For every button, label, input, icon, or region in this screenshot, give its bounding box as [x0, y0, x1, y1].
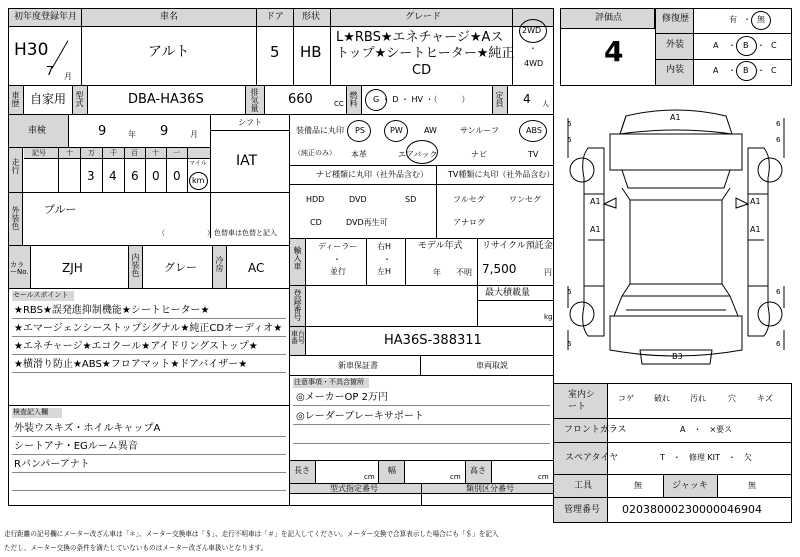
jack-label: ジャッキ: [672, 481, 708, 491]
capacity-value: 4: [523, 92, 531, 106]
usage-value: 自家用: [30, 92, 67, 106]
windshield-label: フロントガラス: [564, 425, 627, 435]
mileage-digit-4: 0: [152, 169, 160, 183]
doors-label: ドア: [266, 12, 284, 22]
equip-pw-circle: [384, 120, 408, 142]
inspection-year-unit: 年: [128, 130, 136, 139]
equip-leather: 本革: [351, 150, 367, 159]
inspector-line-1: 外装ウスキズ・ホイルキャップA: [14, 423, 161, 434]
navi-hdd: HDD: [306, 195, 325, 204]
note-1: ◎メーカーOP 2万円: [296, 392, 388, 403]
interior-seat-label: 室内シート: [568, 390, 596, 412]
digit-header-100: 百: [131, 149, 138, 157]
score-value: 4: [604, 35, 624, 68]
equip-abs-circle: [519, 120, 547, 142]
inspector-label: 検査記入欄: [13, 408, 48, 416]
navi-dvd-play: DVD再生可: [346, 218, 388, 227]
cc-unit: CC: [334, 100, 344, 108]
damage-mark-rear-bumper: B3: [672, 352, 683, 361]
equip-pw: PW: [390, 126, 403, 135]
damage-mark-top: A1: [670, 113, 681, 122]
left-h: 左H: [377, 267, 392, 276]
sales-point-1: ★RBS★誤発進抑制機能★シートヒーター★: [14, 305, 210, 316]
month-unit: 月: [64, 72, 72, 81]
car-name-value: アルト: [148, 44, 190, 60]
model-year-unknown: 不明: [456, 268, 472, 277]
color-note: （ ）色替車は色替と記入: [158, 229, 277, 237]
mileage-digit-2: 4: [109, 169, 117, 183]
grade-label: グレード: [405, 12, 442, 22]
shift-value: IAT: [236, 153, 258, 169]
inspection-label: 車検: [28, 126, 47, 136]
repair-no: 無: [757, 15, 765, 24]
damage-mark-right-door: A1: [750, 197, 761, 206]
capacity-label: 定員: [495, 91, 504, 107]
vehicle-manual: 車両取説: [476, 361, 508, 370]
gap-label-8: 6: [776, 340, 781, 348]
equip-aw: AW: [424, 126, 437, 135]
digit-header-10: 十: [152, 149, 159, 157]
int-b: B: [743, 66, 749, 75]
width-label: 幅: [388, 466, 396, 475]
shape-label: 形状: [302, 12, 321, 22]
max-load-unit: kg: [544, 313, 553, 321]
height-label: 高さ: [470, 466, 486, 475]
seat-burn: コゲ: [618, 394, 634, 403]
ac-value: AC: [248, 261, 265, 275]
doors-value: 5: [270, 43, 280, 61]
recycle-value: 7,500: [482, 262, 517, 276]
windshield-options: A ・ ×要ス: [680, 425, 733, 434]
navi-sd: SD: [405, 195, 417, 204]
sales-points-label: セールスポイント: [13, 291, 69, 299]
ext-dot1: ・: [728, 41, 736, 50]
navi-label: ナビ種類に丸印（社外品含む）: [316, 170, 428, 179]
ext-b-circle: [736, 36, 757, 56]
length-label: 長さ: [294, 466, 310, 475]
gap-label-4: 6: [776, 136, 781, 144]
shift-label: シフト: [238, 118, 262, 127]
max-load-label: 最大積載量: [485, 288, 531, 298]
inspector-line-2: シートアナ・EGルーム異音: [14, 441, 138, 452]
inspection-month: 9: [160, 124, 169, 139]
displacement-label: 排気量: [250, 88, 259, 112]
equipment-label: 装備品に丸印: [296, 126, 344, 135]
digit-header-mark: 記号: [32, 149, 46, 157]
int-c: C: [771, 66, 777, 75]
car-name-label: 車名: [160, 12, 179, 22]
ac-label: 冷房: [215, 256, 224, 272]
first-reg-label: 初年度登録年月: [14, 12, 78, 22]
color-label: 外装色: [11, 206, 20, 230]
length-unit: cm: [364, 473, 375, 481]
spare-tire-options: T ・ 修理 KIT ・ 欠: [660, 453, 752, 462]
tv-fullseg: フルセグ: [453, 195, 485, 204]
first-reg-month: 7: [46, 64, 54, 78]
recycle-yen: 円: [544, 268, 552, 277]
gap-label-7: 6: [567, 340, 572, 348]
drive-4wd: 4WD: [524, 59, 544, 68]
management-label: 管理番号: [564, 505, 601, 515]
model-year-label: モデル年式: [418, 241, 463, 251]
seat-hole: 穴: [728, 394, 736, 403]
repair-label: 修復歴: [662, 14, 690, 24]
note-2: ◎レーダーブレーキサポート: [296, 411, 424, 422]
gap-label-2: 6: [776, 120, 781, 128]
displacement-value: 660: [288, 92, 313, 107]
notes-label: 注意事項・不具合箇所: [294, 378, 364, 386]
digit-header-1k: 千: [110, 149, 117, 157]
width-unit: cm: [450, 473, 461, 481]
footer-note-2: ただし、メーター交換の条件を満たしていないものはメーター改ざん車扱いとなります。: [4, 544, 268, 552]
equip-abs: ABS: [526, 126, 542, 135]
grade-line3: CD: [412, 63, 432, 78]
model-year-unit: 年: [433, 268, 441, 277]
equip-tv: TV: [528, 150, 539, 159]
type-number-label: 型式指定番号: [330, 484, 378, 493]
parallel: 並行: [330, 267, 346, 276]
usage-label: 車歴: [11, 91, 20, 107]
seat-scratch: キズ: [757, 394, 773, 403]
lr-dot: ・: [383, 255, 391, 264]
tv-analog: アナログ: [453, 218, 485, 227]
ext-c: C: [771, 41, 777, 50]
equip-navi: ナビ: [471, 150, 487, 159]
repair-dot: ・: [743, 15, 751, 24]
digit-header-100k: 十: [66, 149, 73, 157]
equip-ps-circle: [347, 120, 371, 142]
damage-mark-right-rear: A1: [750, 225, 761, 234]
model-value: DBA-HA36S: [128, 92, 204, 107]
equipment-sublabel: （純正のみ）: [294, 149, 336, 157]
inspector-line-3: Rバンパーアナト: [14, 459, 90, 470]
ext-a: A: [713, 41, 719, 50]
fuel-selected-circle: [365, 89, 387, 111]
inspection-year: 9: [98, 124, 107, 139]
unit-mile: マイル: [189, 160, 207, 167]
tools-label: 工具: [574, 481, 593, 491]
int-dot1: ・: [728, 66, 736, 75]
interior-label: 内装: [666, 65, 685, 75]
equip-sunroof: サンルーフ: [460, 126, 499, 135]
footer-note-1: 走行距離の記号欄にメーター改ざん車は「＊」、メーター交換車は「＄」、走行不明車は「＃」を記入してください。メーター交換で合算表示した場合にも「＄」を記入: [4, 530, 499, 538]
tv-oneseg: ワンセグ: [509, 195, 541, 204]
damage-mark-left-door: A1: [590, 197, 601, 206]
color-no-value: ZJH: [62, 261, 83, 275]
chassis-label: 車台番号: [291, 330, 305, 345]
damage-mark-left-rear: A1: [590, 225, 601, 234]
capacity-unit: 人: [542, 100, 549, 108]
registration-label: 登録番号: [293, 289, 302, 321]
gap-label-1: 6: [567, 120, 572, 128]
fuel-label: 燃料: [349, 91, 358, 107]
gap-label-6: 6: [776, 288, 781, 296]
interior-color-value: グレー: [164, 261, 197, 274]
import-label: 輸入車: [293, 246, 302, 270]
color-no-label: カラーNo.: [10, 261, 29, 276]
exterior-label: 外装: [666, 40, 685, 50]
model-label: 型式: [75, 91, 84, 107]
navi-cd: CD: [310, 218, 322, 227]
dealer: ディーラー: [318, 242, 358, 251]
repair-no-circle: [751, 11, 771, 30]
repair-yes: 有: [729, 15, 737, 24]
fuel-options: G ・ D ・ HV ・（ ）: [373, 95, 470, 104]
unit-km: km: [192, 176, 205, 185]
ext-b: B: [743, 41, 749, 50]
management-value: 02038000230000046904: [622, 503, 762, 516]
navi-dvd: DVD: [349, 195, 367, 204]
shape-value: HB: [300, 43, 322, 61]
new-car-warranty: 新車保証書: [338, 361, 378, 370]
jack-value: 無: [748, 481, 756, 490]
mileage-digit-1: 3: [87, 169, 95, 183]
equip-ps: PS: [355, 126, 365, 135]
ext-dot2: ・: [757, 41, 765, 50]
height-unit: cm: [538, 473, 549, 481]
sales-point-2: ★エマージェンシーストップシグナル★純正CDオーディオ★: [14, 323, 283, 334]
car-damage-diagram: [560, 100, 792, 378]
seat-stain: 汚れ: [690, 394, 706, 403]
equip-airbag: エアバック: [398, 150, 438, 159]
sales-point-4: ★横滑り防止★ABS★フロアマット★ドアバイザー★: [14, 359, 248, 370]
digit-header-10k: 万: [88, 149, 95, 157]
int-a: A: [713, 66, 719, 75]
color-value: ブルー: [44, 203, 77, 216]
chassis-value: HA36S-388311: [384, 333, 482, 348]
inspection-month-unit: 月: [190, 130, 198, 139]
spare-tire-label: スペアタイヤ: [565, 453, 619, 463]
sales-point-3: ★エネチャージ★エコクール★アイドリングストップ★: [14, 341, 258, 352]
grade-line1: L★RBS★エネチャージ★Aス: [336, 30, 504, 45]
gap-label-3: 6: [567, 136, 572, 144]
first-reg-era: H30: [14, 40, 49, 60]
gap-label-5: 6: [567, 288, 572, 296]
score-label: 評価点: [595, 13, 623, 23]
category-number-label: 類別区分番号: [466, 484, 514, 493]
interior-color-label: 内装色: [131, 253, 140, 277]
drive-sep: ・: [529, 44, 537, 53]
int-b-circle: [736, 61, 757, 81]
tv-label: TV種類に丸印（社外品含む）: [448, 170, 555, 179]
int-dot2: ・: [757, 66, 765, 75]
seat-tear: 破れ: [654, 394, 670, 403]
drive-2wd: 2WD: [522, 26, 542, 35]
mileage-label: 走行: [11, 158, 20, 174]
mileage-digit-3: 6: [131, 169, 139, 183]
equip-airbag-circle: [406, 140, 438, 164]
mileage-digit-5: 0: [173, 169, 181, 183]
grade-line2: トップ★シートヒーター★純正: [336, 46, 515, 61]
digit-header-1: 一: [173, 149, 180, 157]
recycle-label: リサイクル預託金: [482, 241, 553, 251]
right-h: 右H: [377, 242, 392, 251]
import-dot: ・: [333, 255, 341, 264]
tools-value: 無: [634, 481, 642, 490]
